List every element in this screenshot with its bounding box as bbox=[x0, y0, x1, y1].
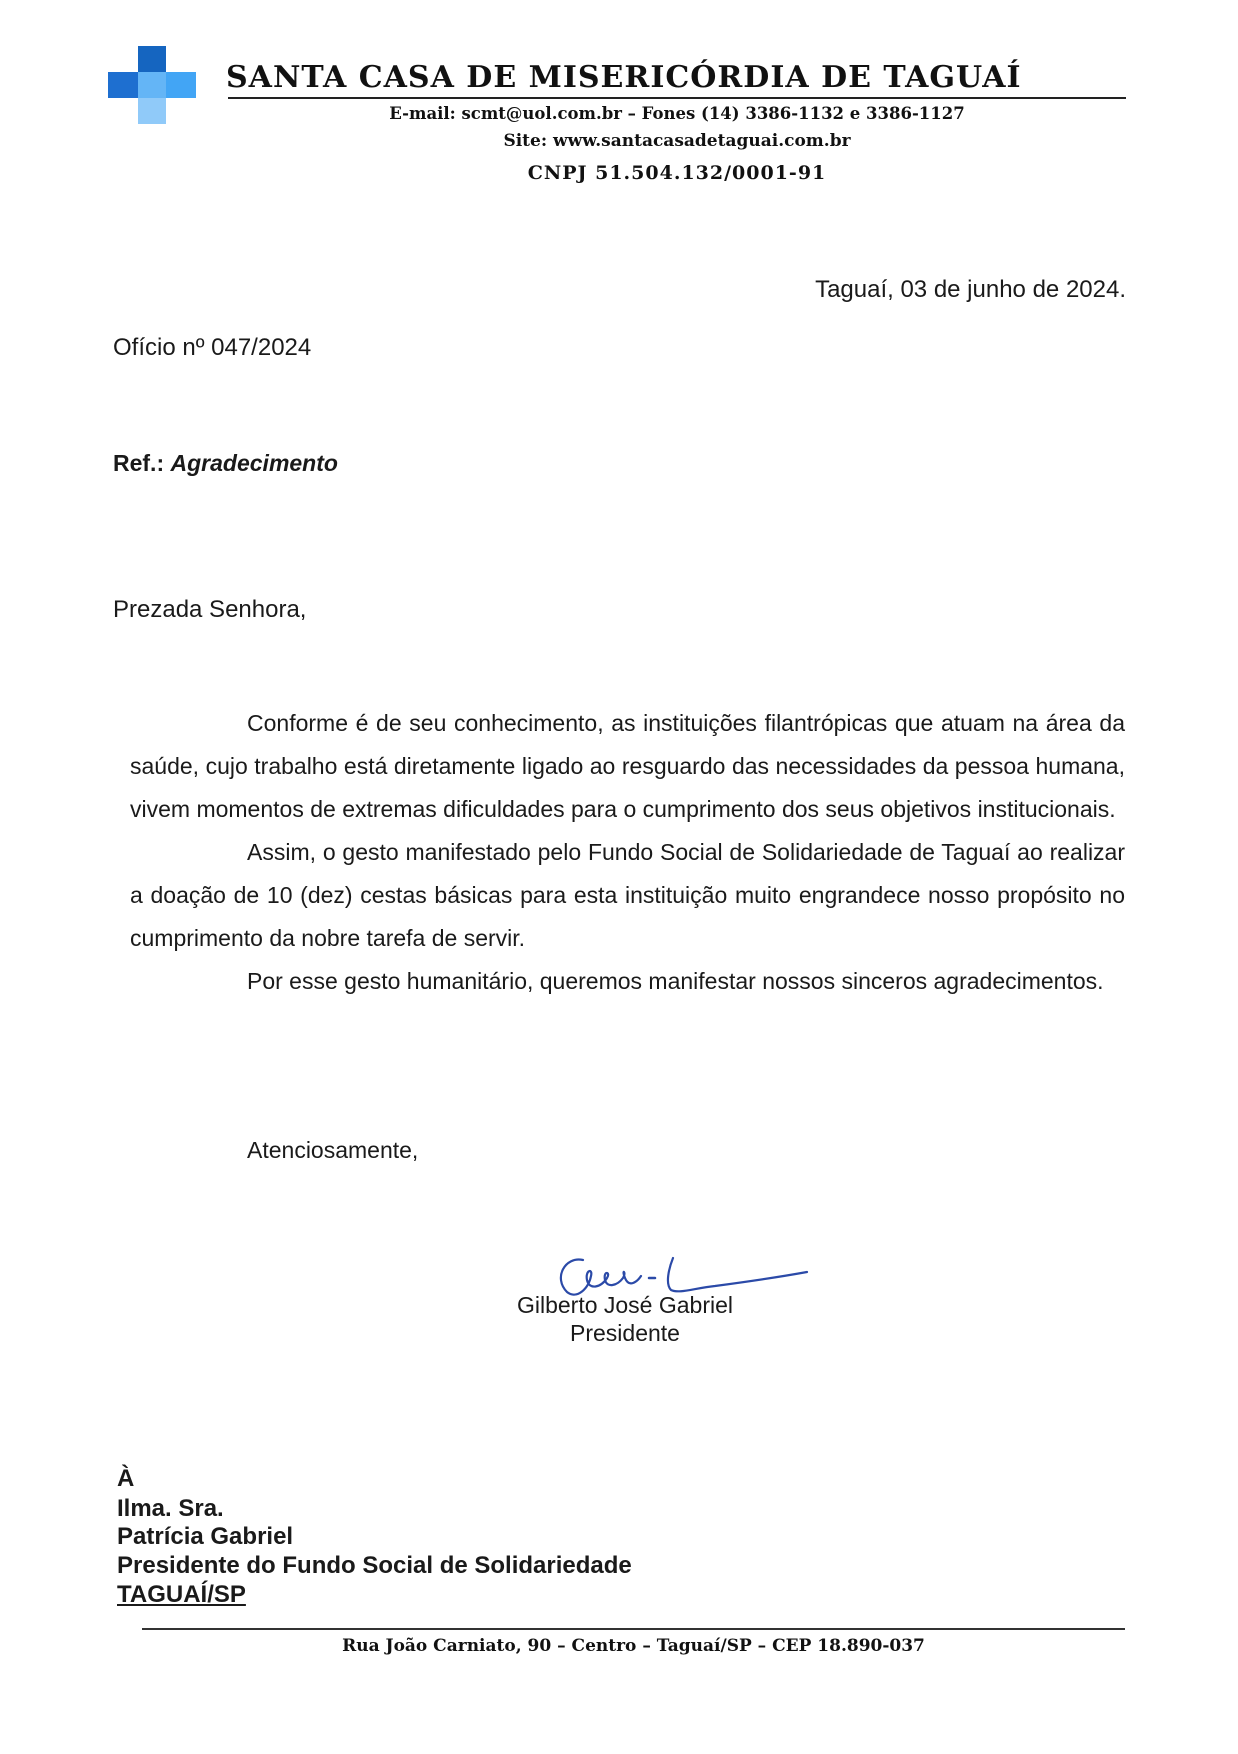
footer-divider bbox=[142, 1628, 1125, 1630]
salutation: Prezada Senhora, bbox=[113, 596, 307, 623]
oficio-number: Ofício nº 047/2024 bbox=[113, 334, 312, 361]
header-contact: E-mail: scmt@uol.com.br – Fones (14) 3386-1132 e 3386-1127 bbox=[389, 104, 965, 123]
closing: Atenciosamente, bbox=[247, 1137, 419, 1163]
body-paragraph: Assim, o gesto manifestado pelo Fundo Social de Solidariedade de Taguaí ao realizar a doação de 10 (dez) cestas básicas para esta instituição muito engrandece nosso propósito no cumprimento da nobre tarefa de servir. bbox=[130, 839, 1125, 951]
header-cnpj: CNPJ 51.504.132/0001-91 bbox=[527, 162, 827, 184]
addressee-name: Patrícia Gabriel bbox=[117, 1523, 294, 1550]
body-paragraph: Por esse gesto humanitário, queremos manifestar nossos sinceros agradecimentos. bbox=[247, 968, 1104, 994]
header-underline bbox=[228, 97, 1126, 99]
addressee-prefix: À bbox=[117, 1465, 135, 1492]
reference-subject: Agradecimento bbox=[170, 450, 338, 476]
addressee-role: Presidente do Fundo Social de Solidariedade bbox=[117, 1552, 632, 1579]
signer-name: Gilberto José Gabriel bbox=[516, 1292, 734, 1318]
hospital-cross-logo bbox=[108, 46, 198, 126]
footer-address: Rua João Carniato, 90 – Centro – Taguaí/SP – CEP 18.890-037 bbox=[342, 1636, 925, 1656]
reference-label: Ref.: bbox=[113, 450, 165, 476]
letter-body bbox=[130, 702, 1125, 1003]
addressee-city: TAGUAÍ/SP bbox=[117, 1581, 246, 1608]
addressee-title: Ilma. Sra. bbox=[117, 1495, 224, 1522]
reference-line bbox=[113, 450, 338, 477]
header-site: Site: www.santacasadetaguai.com.br bbox=[503, 131, 851, 151]
body-paragraph: Conforme é de seu conhecimento, as instituições filantrópicas que atuam na área da saúde, cujo trabalho está diretamente ligado ao resguardo das necessidades da pessoa humana, vivem momentos de extremas dificuldades para o cumprimento dos seus objetivos institucionais. bbox=[130, 710, 1125, 822]
letter-date: Taguaí, 03 de junho de 2024. bbox=[815, 276, 1126, 303]
signer-role: Presidente bbox=[570, 1320, 680, 1346]
organization-name: SANTA CASA DE MISERICÓRDIA DE TAGUAÍ bbox=[226, 60, 1022, 95]
